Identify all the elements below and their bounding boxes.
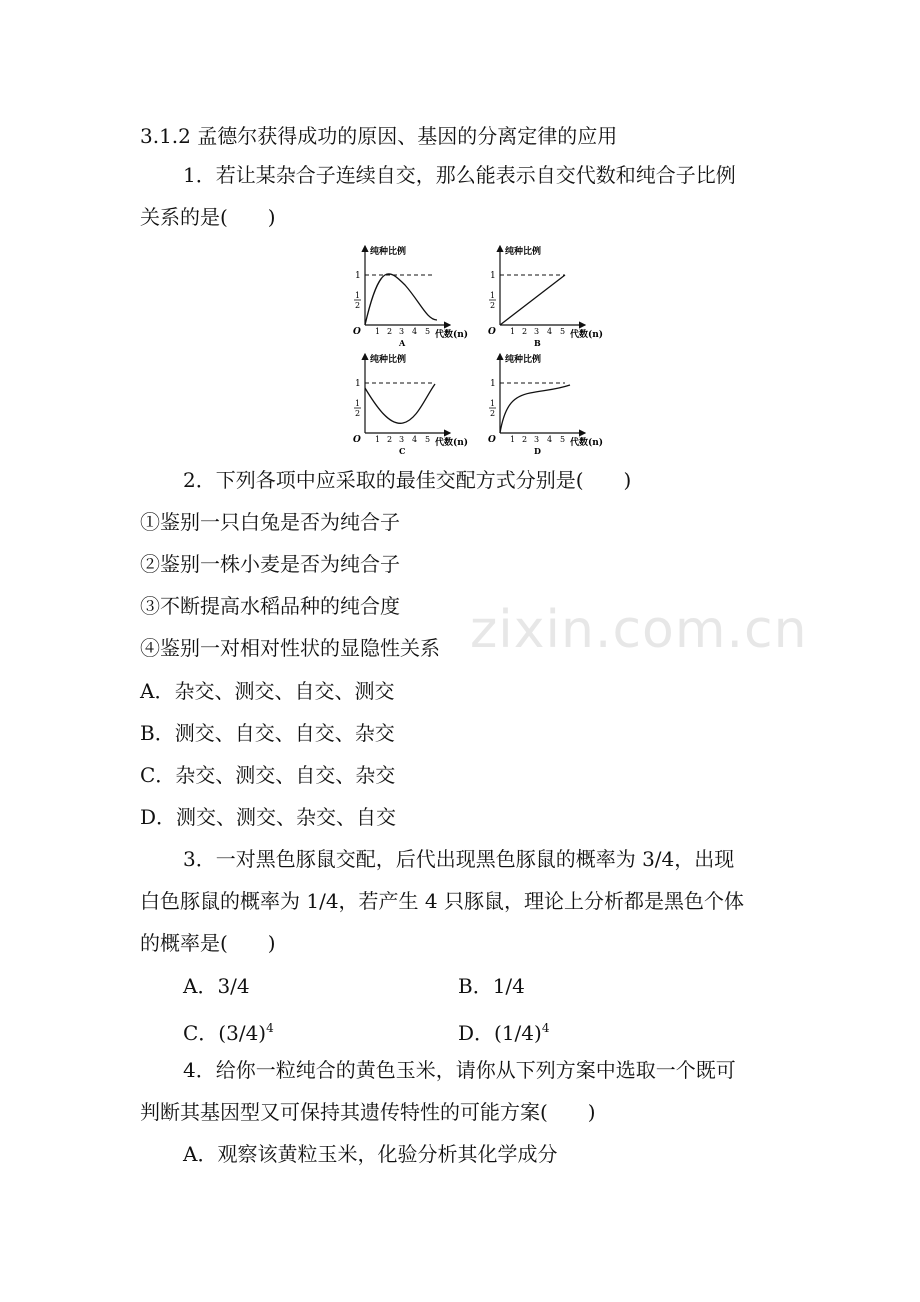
- option-d-base: D．(1/4): [458, 1021, 542, 1045]
- y-tick-one: 1: [355, 271, 361, 281]
- page-title: 3.1.2 孟德尔获得成功的原因、基因的分离定律的应用: [140, 124, 618, 148]
- origin-label: O: [353, 435, 361, 445]
- question-2-option-a: A．杂交、测交、自交、测交: [140, 679, 395, 703]
- y-tick-half-num: 1: [355, 291, 361, 300]
- curve: [365, 384, 435, 423]
- x-tick: 2: [522, 327, 528, 336]
- x-tick: 4: [547, 435, 553, 444]
- question-1-line-1: 1．若让某杂合子连续自交，那么能表示自交代数和纯合子比例: [183, 163, 736, 187]
- watermark: zixin.com.cn: [470, 600, 808, 660]
- x-tick: 2: [387, 327, 393, 336]
- x-tick: 1: [375, 327, 381, 336]
- x-tick: 2: [387, 435, 393, 444]
- x-tick: 4: [547, 327, 553, 336]
- question-3-option-b: B．1/4: [458, 974, 525, 998]
- question-3-line-1: 3．一对黑色豚鼠交配，后代出现黑色豚鼠的概率为 3/4，出现: [183, 847, 735, 871]
- origin-label: O: [488, 327, 496, 337]
- question-2-item-3: ③不断提高水稻品种的纯合度: [140, 594, 400, 618]
- x-tick: 1: [510, 435, 516, 444]
- question-2-item-4: ④鉴别一对相对性状的显隐性关系: [140, 636, 440, 660]
- panel-c: [353, 353, 468, 456]
- question-3-line-2: 白色豚鼠的概率为 1/4，若产生 4 只豚鼠，理论上分析都是黑色个体: [140, 889, 744, 913]
- panel-a: [353, 245, 468, 348]
- question-2-option-d: D．测交、测交、杂交、自交: [140, 805, 397, 829]
- x-axis-label: 代数(n): [570, 330, 604, 340]
- x-tick: 1: [510, 327, 516, 336]
- option-c-exponent: 4: [266, 1021, 274, 1035]
- y-axis-label: 纯种比例: [505, 355, 542, 365]
- question-1-line-2: 关系的是( ): [140, 205, 276, 229]
- x-tick: 5: [425, 435, 431, 444]
- y-tick-half-den: 2: [355, 301, 361, 310]
- question-3-option-a: A．3/4: [183, 974, 250, 998]
- x-tick: 3: [534, 435, 540, 444]
- y-tick-one: 1: [355, 379, 361, 389]
- question-2-option-c: C．杂交、测交、自交、杂交: [140, 763, 396, 787]
- question-2-option-b: B．测交、自交、自交、杂交: [140, 721, 395, 745]
- option-c-base: C．(3/4): [183, 1021, 267, 1045]
- figure-svg: [325, 240, 605, 460]
- panel-label: B: [534, 338, 541, 348]
- option-d-exponent: 4: [541, 1021, 550, 1035]
- curve: [365, 274, 437, 325]
- y-axis-label: 纯种比例: [370, 355, 407, 365]
- question-2-item-2: ②鉴别一株小麦是否为纯合子: [140, 552, 400, 576]
- panel-label: C: [399, 446, 406, 456]
- y-tick-half-den: 2: [490, 409, 496, 418]
- x-tick: 2: [522, 435, 528, 444]
- y-tick-one: 1: [490, 271, 496, 281]
- x-tick: 3: [399, 327, 405, 336]
- x-axis-label: 代数(n): [435, 438, 469, 448]
- question-4-line-2: 判断其基因型又可保持其遗传特性的可能方案( ): [140, 1100, 596, 1124]
- panel-b: [488, 245, 603, 348]
- curve: [500, 385, 570, 433]
- y-tick-one: 1: [490, 379, 496, 389]
- y-axis-label: 纯种比例: [505, 247, 542, 257]
- y-axis-label: 纯种比例: [370, 247, 407, 257]
- question-4-line-1: 4．给你一粒纯合的黄色玉米，请你从下列方案中选取一个既可: [183, 1058, 736, 1082]
- origin-label: O: [353, 327, 361, 337]
- x-tick: 5: [560, 435, 566, 444]
- panel-label: A: [399, 338, 406, 348]
- question-3-option-c: [183, 1016, 274, 1045]
- x-tick: 3: [399, 435, 405, 444]
- curve: [500, 275, 565, 325]
- y-tick-half-num: 1: [355, 399, 361, 408]
- origin-label: O: [488, 435, 496, 445]
- y-tick-half-num: 1: [490, 399, 496, 408]
- question-3-line-3: 的概率是( ): [140, 931, 276, 955]
- question-2-stem: 2．下列各项中应采取的最佳交配方式分别是( ): [183, 468, 632, 492]
- y-tick-half-num: 1: [490, 291, 496, 300]
- x-tick: 3: [534, 327, 540, 336]
- question-1-figure: [325, 240, 605, 460]
- x-tick: 5: [425, 327, 431, 336]
- question-3-option-d: [458, 1016, 549, 1045]
- question-2-item-1: ①鉴别一只白兔是否为纯合子: [140, 510, 400, 534]
- question-4-option-a: A．观察该黄粒玉米，化验分析其化学成分: [183, 1142, 558, 1166]
- y-tick-half-den: 2: [490, 301, 496, 310]
- panel-label: D: [534, 446, 541, 456]
- x-tick: 1: [375, 435, 381, 444]
- panel-d: [488, 353, 603, 456]
- x-axis-label: 代数(n): [435, 330, 469, 340]
- y-tick-half-den: 2: [355, 409, 361, 418]
- x-axis-label: 代数(n): [570, 438, 604, 448]
- x-tick: 5: [560, 327, 566, 336]
- x-tick: 4: [412, 327, 418, 336]
- x-tick: 4: [412, 435, 418, 444]
